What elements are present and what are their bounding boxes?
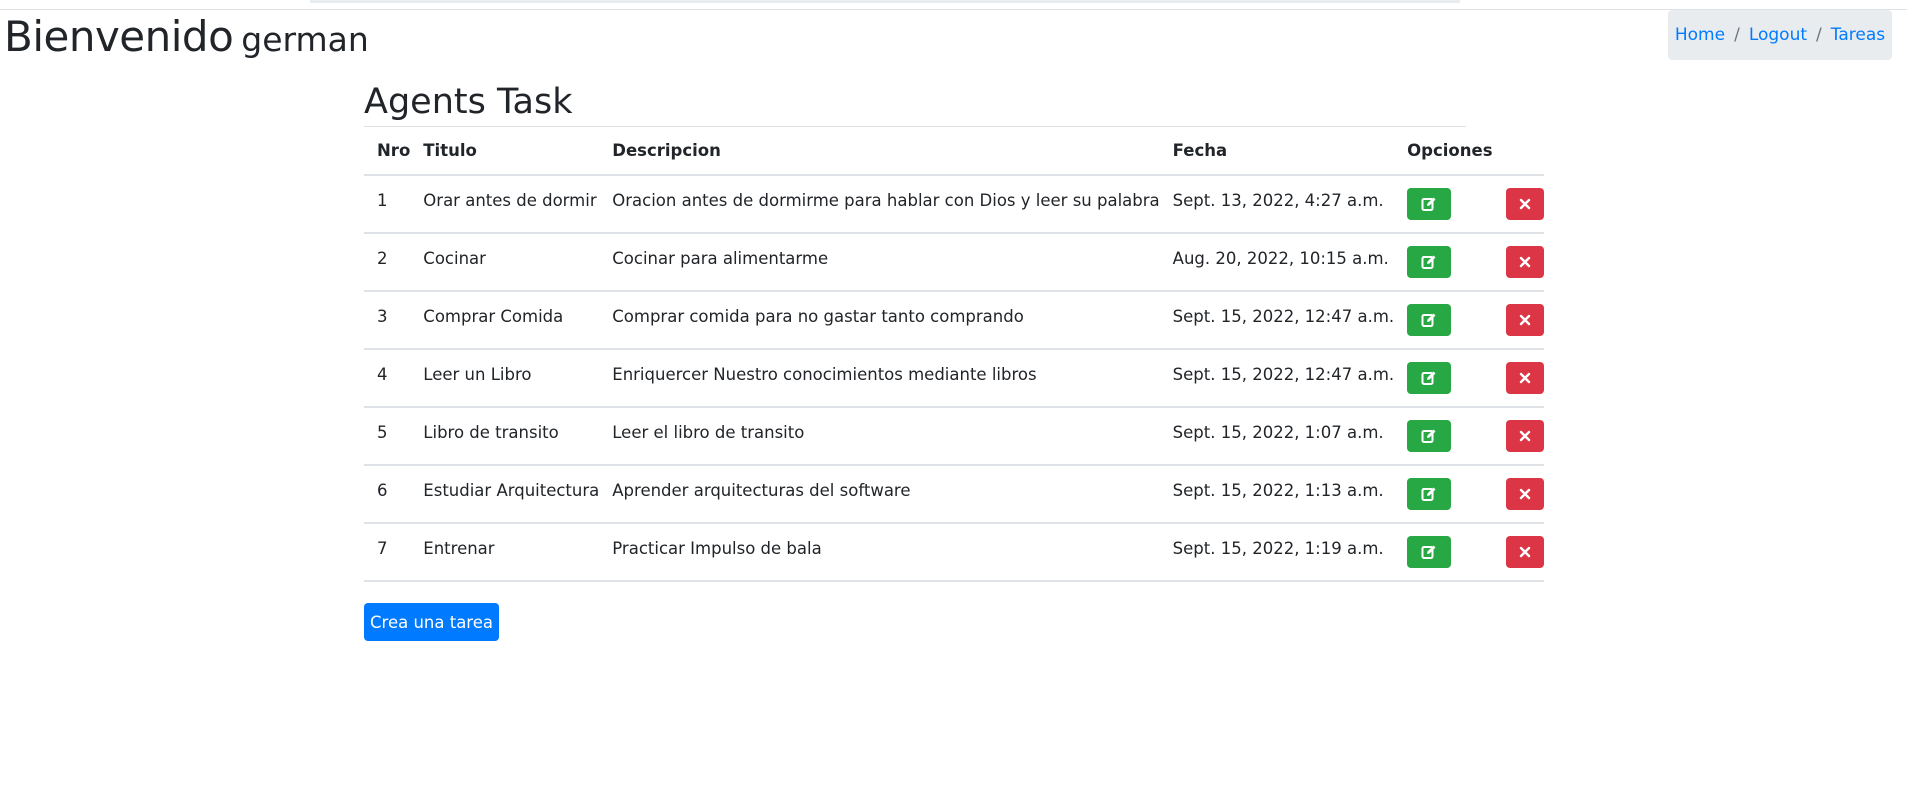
edit-icon bbox=[1421, 254, 1437, 270]
edit-icon bbox=[1421, 196, 1437, 212]
cell-edit bbox=[1394, 349, 1492, 407]
cell-delete bbox=[1493, 349, 1544, 407]
descripcion-text: Aprender arquitecturas del software bbox=[612, 480, 911, 500]
breadcrumb-separator: / bbox=[1816, 25, 1822, 45]
cell-fecha bbox=[1160, 407, 1395, 465]
cell-titulo bbox=[410, 291, 599, 349]
table-row bbox=[364, 465, 1544, 523]
edit-button[interactable] bbox=[1407, 304, 1451, 336]
edit-button[interactable] bbox=[1407, 246, 1451, 278]
cell-fecha bbox=[1160, 291, 1395, 349]
cell-titulo bbox=[410, 523, 599, 581]
cell-fecha bbox=[1160, 523, 1395, 581]
fecha-text: Sept. 15, 2022, 12:47 a.m. bbox=[1172, 364, 1395, 384]
cell-nro bbox=[364, 349, 410, 407]
cell-descripcion bbox=[599, 233, 1159, 291]
titulo-text: Libro de transito bbox=[423, 422, 559, 442]
edit-icon bbox=[1421, 370, 1437, 386]
cell-delete bbox=[1493, 233, 1544, 291]
cell-titulo bbox=[410, 233, 599, 291]
breadcrumb-logout-link[interactable]: Logout bbox=[1748, 25, 1808, 45]
nro-text: 6 bbox=[377, 480, 388, 500]
delete-button[interactable] bbox=[1506, 362, 1544, 394]
close-icon bbox=[1519, 256, 1531, 268]
edit-icon bbox=[1421, 486, 1437, 502]
edit-button[interactable] bbox=[1407, 420, 1451, 452]
titulo-text: Cocinar bbox=[423, 248, 486, 268]
column-header-descripcion: Descripcion bbox=[599, 127, 1159, 175]
column-header-empty bbox=[1493, 127, 1544, 175]
cell-edit bbox=[1394, 291, 1492, 349]
breadcrumb bbox=[1668, 10, 1892, 60]
nro-text: 2 bbox=[377, 248, 388, 268]
cell-nro bbox=[364, 291, 410, 349]
close-icon bbox=[1519, 198, 1531, 210]
fecha-text: Sept. 15, 2022, 1:19 a.m. bbox=[1172, 538, 1384, 558]
edit-button[interactable] bbox=[1407, 362, 1451, 394]
cell-fecha bbox=[1160, 175, 1395, 233]
descripcion-text: Practicar Impulso de bala bbox=[612, 538, 822, 558]
table-header-row bbox=[364, 127, 1544, 175]
titulo-text: Comprar Comida bbox=[423, 306, 564, 326]
titulo-text: Orar antes de dormir bbox=[423, 190, 597, 210]
table-row bbox=[364, 349, 1544, 407]
fecha-text: Sept. 13, 2022, 4:27 a.m. bbox=[1172, 190, 1384, 210]
descripcion-text: Leer el libro de transito bbox=[612, 422, 805, 442]
cell-descripcion bbox=[599, 523, 1159, 581]
cell-descripcion bbox=[599, 465, 1159, 523]
cell-edit bbox=[1394, 465, 1492, 523]
cell-edit bbox=[1394, 523, 1492, 581]
cell-titulo bbox=[410, 349, 599, 407]
fecha-text: Sept. 15, 2022, 1:07 a.m. bbox=[1172, 422, 1384, 442]
edit-icon bbox=[1421, 428, 1437, 444]
column-header-opciones: Opciones bbox=[1394, 127, 1492, 175]
close-icon bbox=[1519, 546, 1531, 558]
close-icon bbox=[1519, 372, 1531, 384]
cell-descripcion bbox=[599, 349, 1159, 407]
column-header-titulo: Titulo bbox=[410, 127, 599, 175]
column-header-nro: Nro bbox=[364, 127, 410, 175]
cell-descripcion bbox=[599, 175, 1159, 233]
table-row bbox=[364, 233, 1544, 291]
top-divider bbox=[0, 9, 1907, 10]
cell-descripcion bbox=[599, 291, 1159, 349]
cell-delete bbox=[1493, 465, 1544, 523]
cell-delete bbox=[1493, 175, 1544, 233]
cell-edit bbox=[1394, 175, 1492, 233]
create-task-button[interactable]: Crea una tarea bbox=[364, 603, 499, 641]
delete-button[interactable] bbox=[1506, 188, 1544, 220]
table-row bbox=[364, 175, 1544, 233]
cell-fecha bbox=[1160, 233, 1395, 291]
edit-button[interactable] bbox=[1407, 188, 1451, 220]
table-row bbox=[364, 523, 1544, 581]
table-row bbox=[364, 407, 1544, 465]
edit-button[interactable] bbox=[1407, 478, 1451, 510]
delete-button[interactable] bbox=[1506, 420, 1544, 452]
delete-button[interactable] bbox=[1506, 478, 1544, 510]
titulo-text: Entrenar bbox=[423, 538, 495, 558]
cell-delete bbox=[1493, 523, 1544, 581]
cell-edit bbox=[1394, 233, 1492, 291]
cell-titulo bbox=[410, 407, 599, 465]
cell-edit bbox=[1394, 407, 1492, 465]
edit-button[interactable] bbox=[1407, 536, 1451, 568]
fecha-text: Aug. 20, 2022, 10:15 a.m. bbox=[1172, 248, 1389, 268]
descripcion-text: Cocinar para alimentarme bbox=[612, 248, 829, 268]
cell-delete bbox=[1493, 407, 1544, 465]
descripcion-text: Oracion antes de dormirme para hablar con Dios y leer su palabra bbox=[612, 190, 1160, 210]
close-icon bbox=[1519, 430, 1531, 442]
close-icon bbox=[1519, 314, 1531, 326]
cell-nro bbox=[364, 233, 410, 291]
nro-text: 5 bbox=[377, 422, 388, 442]
cell-nro bbox=[364, 523, 410, 581]
welcome-text: Bienvenido bbox=[4, 12, 234, 61]
breadcrumb-home-link[interactable]: Home bbox=[1674, 25, 1726, 45]
nro-text: 1 bbox=[377, 190, 388, 210]
cell-fecha bbox=[1160, 349, 1395, 407]
breadcrumb-tareas-link[interactable]: Tareas bbox=[1830, 25, 1886, 45]
breadcrumb-separator: / bbox=[1734, 25, 1740, 45]
edit-icon bbox=[1421, 312, 1437, 328]
nro-text: 3 bbox=[377, 306, 388, 326]
page-title: Agents Task bbox=[364, 82, 573, 122]
edit-icon bbox=[1421, 544, 1437, 560]
column-header-fecha: Fecha bbox=[1160, 127, 1395, 175]
cell-nro bbox=[364, 407, 410, 465]
cell-titulo bbox=[410, 465, 599, 523]
cell-fecha bbox=[1160, 465, 1395, 523]
top-scroll-strip bbox=[310, 0, 1460, 3]
close-icon bbox=[1519, 488, 1531, 500]
cell-delete bbox=[1493, 291, 1544, 349]
cell-nro bbox=[364, 465, 410, 523]
descripcion-text: Enriquercer Nuestro conocimientos mediante libros bbox=[612, 364, 1037, 384]
welcome-heading bbox=[4, 12, 369, 61]
nro-text: 4 bbox=[377, 364, 388, 384]
table-row bbox=[364, 291, 1544, 349]
descripcion-text: Comprar comida para no gastar tanto comprando bbox=[612, 306, 1024, 326]
cell-descripcion bbox=[599, 407, 1159, 465]
titulo-text: Leer un Libro bbox=[423, 364, 532, 384]
username: german bbox=[241, 20, 369, 59]
fecha-text: Sept. 15, 2022, 12:47 a.m. bbox=[1172, 306, 1395, 326]
fecha-text: Sept. 15, 2022, 1:13 a.m. bbox=[1172, 480, 1384, 500]
task-panel bbox=[364, 78, 1532, 558]
cell-nro bbox=[364, 175, 410, 233]
titulo-text: Estudiar Arquitectura bbox=[423, 480, 600, 500]
cell-titulo bbox=[410, 175, 599, 233]
delete-button[interactable] bbox=[1506, 246, 1544, 278]
nro-text: 7 bbox=[377, 538, 388, 558]
delete-button[interactable] bbox=[1506, 304, 1544, 336]
delete-button[interactable] bbox=[1506, 536, 1544, 568]
task-table bbox=[364, 127, 1544, 582]
